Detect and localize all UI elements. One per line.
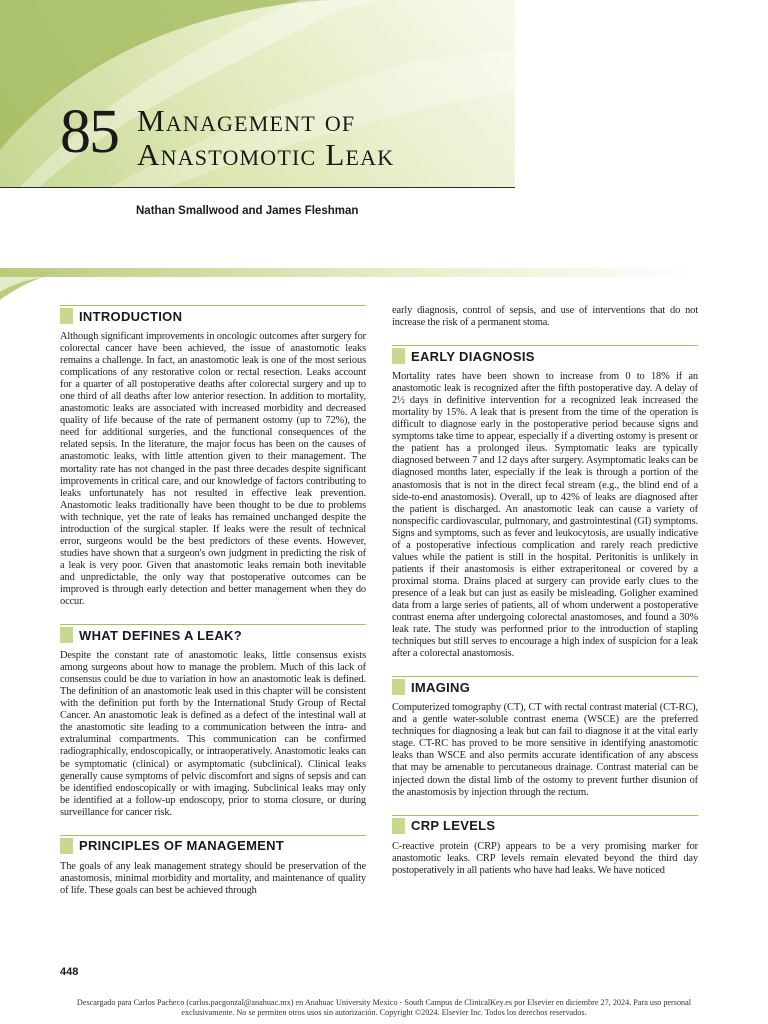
imaging-text: Computerized tomography (CT), CT with rectal contrast material (CT-RC), and a gentle water-soluble contrast enema (WSCE) are the preferred techniques for diagnosing a leak but can fail to diagnose it at the vital early stage. CT-RC has proved to be more sensitive in identifying anastomotic leaks than WSCE and also permits accurate identification of any abscess that may be amenable to percutaneous drainage. Contrast material can be injected down the distal limb of the ostomy to prevent further disunion of the anastomosis by injection through the rectum. bbox=[392, 702, 698, 798]
section-heading-imaging bbox=[392, 676, 698, 695]
title-rule bbox=[0, 187, 515, 188]
heading-tab-icon bbox=[392, 348, 405, 364]
heading-tab-icon bbox=[392, 818, 405, 834]
chapter-title-line2: Anastomotic Leak bbox=[137, 137, 395, 172]
heading-tab-icon bbox=[60, 627, 73, 643]
heading-text: EARLY DIAGNOSIS bbox=[411, 348, 535, 364]
heading-tab-icon bbox=[60, 838, 73, 854]
heading-text: INTRODUCTION bbox=[79, 308, 183, 324]
section-heading-crp bbox=[392, 815, 698, 834]
chapter-number: 85 bbox=[60, 98, 118, 166]
crp-text: C-reactive protein (CRP) appears to be a very promising marker for anastomotic leaks. CRP levels remain elevated beyond the third day postoperatively in all patients who have had leaks. We have noticed bbox=[392, 840, 698, 876]
section-heading-principles bbox=[60, 835, 366, 854]
right-column bbox=[392, 305, 698, 877]
section-heading-early-diagnosis bbox=[392, 345, 698, 364]
principles-text: The goals of any leak management strategy should be preservation of the anastomosis, minimal morbidity and mortality, and maintenance of quality of life. These goals can best be achieved through bbox=[60, 860, 366, 896]
introduction-text: Although significant improvements in oncologic outcomes after surgery for colorectal cancer have been achieved, the issue of anastomotic leaks remains a challenge. In fact, an anastomotic leak is one of the most serious complications of any restorative colon or rectal resection. Leaks account for a quarter of all postoperative deaths after colorectal surgery and up to one third of all deaths after low anterior resection. In addition to mortality, anastomotic leaks are associated with increased morbidity and decreased quality of life because of the rate of permanent ostomy (up to 72%), the need for additional surgeries, and the functional consequences of the related sepsis. In the literature, the major focus has been on the causes of anastomotic leaks, with little attention given to their management. The mortality rate has not changed in the past three decades despite significant improvements in critical care, and our knowledge of factors contributing to leaks unfortunately has not resulted in effective leak prevention. Anastomotic leaks traditionally have been thought to be due to problems with technique, yet the rate of leaks has remained unchanged despite the introduction of the surgical stapler. If leaks were the result of technical error, surgeons would be the best predictors of these events. However, studies have shown that a surgeon's own judgment in predicting the risk of a leak is very poor. Given that anastomotic leaks remain both inevitable and unpredictable, the only way that postoperative outcomes can be improved is through early detection and better management when they do occur. bbox=[60, 331, 366, 608]
heading-text: PRINCIPLES OF MANAGEMENT bbox=[79, 838, 285, 854]
heading-text: WHAT DEFINES A LEAK? bbox=[79, 627, 242, 643]
heading-tab-icon bbox=[392, 679, 405, 695]
chapter-title bbox=[137, 104, 394, 172]
chapter-title-line1: Management of bbox=[137, 103, 356, 138]
left-column bbox=[60, 305, 366, 897]
introduction-continuation: early diagnosis, control of sepsis, and use of interventions that do not increase the risk of a permanent stoma. bbox=[392, 305, 698, 329]
heading-tab-icon bbox=[60, 308, 73, 324]
download-notice: Descargado para Carlos Pacheco (carlos.pacgonzal@anahuac.mx) en Anahuac University Mexico - South Campus de ClinicalKey.es por Elsevier en diciembre 27, 2024. Para uso personal exclusivamente. No se permiten otros usos sin autorización. Copyright ©2024. Elsevier Inc. Todos los derechos reservados. bbox=[76, 998, 692, 1017]
heading-text: CRP LEVELS bbox=[411, 818, 496, 834]
heading-text: IMAGING bbox=[411, 679, 471, 695]
page-number: 448 bbox=[60, 966, 79, 978]
section-heading-defines bbox=[60, 624, 366, 643]
early-diagnosis-text: Mortality rates have been shown to increase from 0 to 18% if an anastomotic leak is recognized after the fifth postoperative day. A delay of 2½ days in definitive intervention for a recognized leak increased the mortality by 15%. A leak that is present from the time of the operation is difficult to diagnose early in the postoperative period because signs and symptoms take time to appear, especially if a diverting ostomy is present or the patient has a prolonged ileus. Symptomatic leaks are typically diagnosed between 7 and 12 days after surgery. Asymptomatic leaks can be diagnosed months later, especially if the leak is through a portion of the anastomosis that is not in the direct fecal stream (e.g., the blind end of a side-to-end anastomosis). Overall, up to 42% of leaks are diagnosed after the patient is discharged. An anastomotic leak can cause a variety of nonspecific cardiovascular, pulmonary, and gastrointestinal (GI) symptoms. Signs and symptoms, such as fever and leukocytosis, are usually indicative of a postoperative infectious complication and rarely reach predictive values while the patient is still in the hospital. Peritonitis is unlikely in patients if their anastomosis is either extraperitoneal or covered by a proximal stoma. Drains placed at surgery can provide early clues to the presence of a leak but can just as easily be misleading. Goligher examined data from a large series of patients, all of whom underwent a postoperative contrast enema after undergoing colorectal anastomoses, and found a 30% leak rate. The study was performed prior to the introduction of stapling techniques but still serves to encourage a high index of suspicion for a leak after a colorectal anastomosis. bbox=[392, 371, 698, 660]
section-heading-introduction bbox=[60, 305, 366, 324]
defines-text: Despite the constant rate of anastomotic leaks, little consensus exists among surgeons about how to manage the problem. Much of this lack of consensus could be due to variation in how an anastomotic leak is defined. The definition of an anastomotic leak used in this chapter will be consistent with the definition put forth by the International Study Group of Rectal Cancer. An anastomotic leak is defined as a defect of the intestinal wall at the anastomotic site leading to a communication between the intra- and extraluminal compartments. This communication can be confirmed radiographically, endoscopically, or intraoperatively. Anastomotic leaks can be symptomatic (clinical) or asymptomatic (subclinical). Clinical leaks generally cause symptoms of pelvic discomfort and signs of sepsis and can be identified endoscopically or with imaging. Subclinical leaks may only be identified at a follow-up endoscopy, prior to stoma closure, or during surveillance for cancer risk. bbox=[60, 650, 366, 818]
authors: Nathan Smallwood and James Fleshman bbox=[136, 205, 359, 217]
